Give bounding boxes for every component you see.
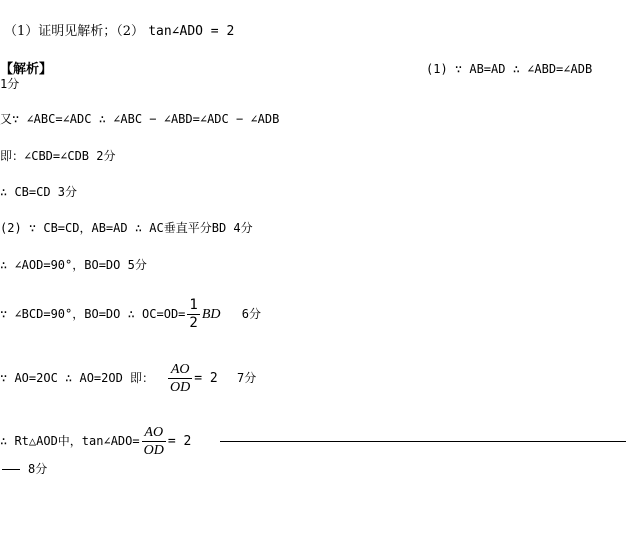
final-fraction [142,424,166,459]
step-final [0,423,191,460]
step-ao-text: ∵ AO=2OC ∴ AO=2OD 即： [0,371,155,385]
final-equals-two: = 2 [167,434,192,449]
ao-od-fraction [168,361,192,396]
fraction-numerator: AO [142,424,166,442]
fraction-numerator: AO [168,361,192,379]
step-cb-cd: ∴ CB=CD 3分 [0,185,78,199]
variable-bd: BD [201,307,221,322]
answer-underline [220,441,626,442]
half-fraction [187,297,199,332]
fraction-denominator: OD [170,380,191,395]
part1-start: (1) ∵ AB=AD ∴ ∠ABD=∠ADB [426,62,593,76]
fraction-denominator: 2 [189,315,198,331]
score-8-rule [2,469,20,470]
step-bcd [0,296,261,333]
fraction-numerator: 1 [189,297,198,313]
solution-heading: 【解析】 [0,62,53,77]
answer-part2: tan∠ADO = 2 [148,24,235,39]
step-part2: (2) ∵ CB=CD，AB=AD ∴ AC垂直平分BD 4分 [0,221,253,235]
score-7: 7分 [237,371,257,385]
answer-summary [4,25,234,39]
score-1: 1分 [0,77,20,91]
step-again: 又∵ ∠ABC=∠ADC ∴ ∠ABC − ∠ABD=∠ADC − ∠ADB [0,112,280,126]
fraction-denominator: OD [143,443,164,458]
answer-part1: （1）证明见解析；（2） [4,24,145,39]
step-bcd-text: ∵ ∠BCD=90°，BO=DO ∴ OC=OD= [0,307,186,321]
step-final-text: ∴ Rt△AOD中，tan∠ADO= [0,434,140,448]
score-6: 6分 [241,307,261,321]
step-ao [0,360,256,397]
step-cbd: 即：∠CBD=∠CDB 2分 [0,149,116,163]
step-aod: ∴ ∠AOD=90°，BO=DO 5分 [0,258,147,272]
score-8: 8分 [28,462,48,476]
equals-two: = 2 [194,371,218,386]
